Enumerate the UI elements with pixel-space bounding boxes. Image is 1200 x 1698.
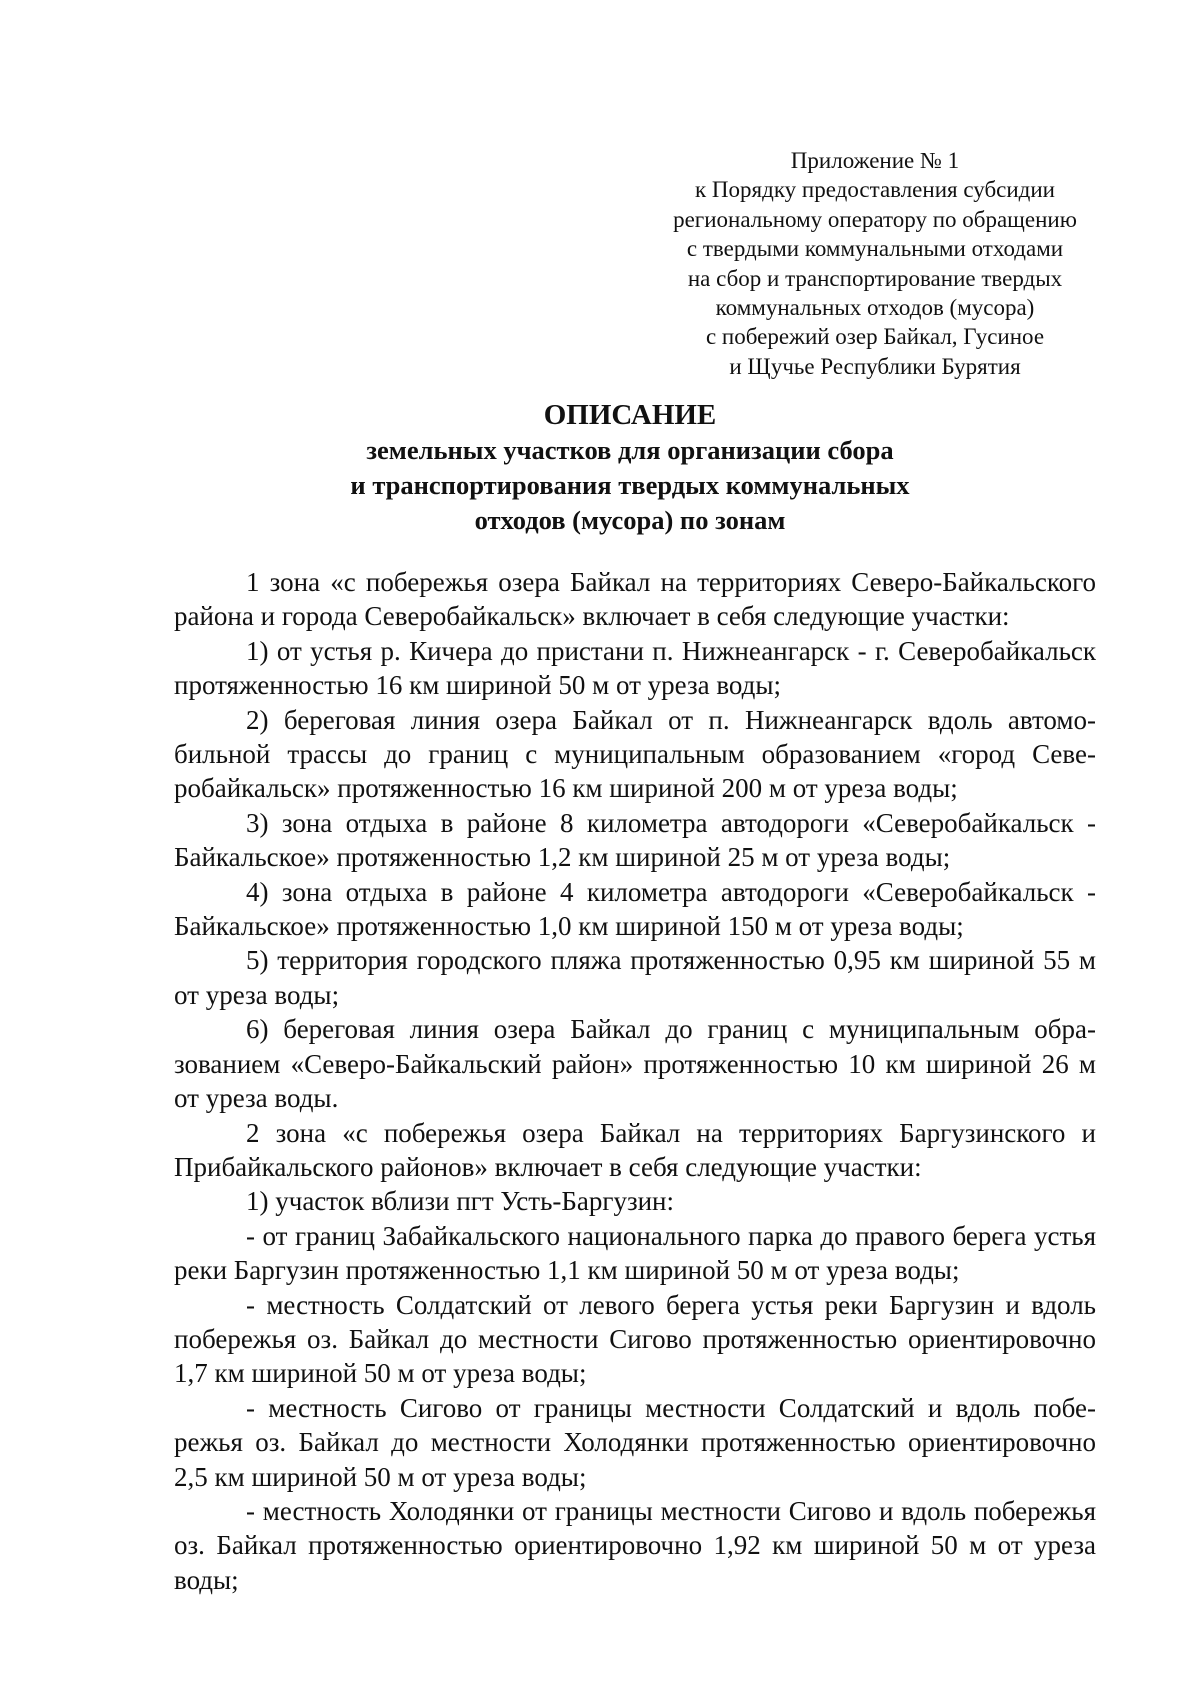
list-item-paragraph: 5) территория городского пляжа протяженностью 0,95 км шириной 55 м от уреза воды; <box>174 945 1096 1010</box>
appendix-line: к Порядку предоставления субсидии <box>695 177 1055 203</box>
list-item-paragraph: 2) береговая линия озера Байкал от п. Нижнеангарск вдоль автомобильной трассы до границ с муниципальным образованием «город Северобайкальск» протяженностью 16 км шириной 200 м от уреза воды; <box>174 704 1096 804</box>
sub-item-paragraph: - местность Холодянки от границы местности Сигово и вдоль побережья оз. Байкал протяженностью ориентировочно 1,92 км шириной 50 м от уреза воды; <box>174 1495 1096 1595</box>
appendix-line: с твердыми коммунальными отходами <box>686 236 1064 262</box>
list-item-paragraph: 6) береговая линия озера Байкал до границ с муниципальным образованием «Северо-Байкальский район» протяженностью 10 км шириной 26 м от уреза воды. <box>174 1014 1096 1114</box>
appendix-header <box>600 146 1150 381</box>
list-item-paragraph: 1) от устья р. Кичера до пристани п. Нижнеангарск - г. Северобайкальск протяженностью 16 км шириной 50 м от уреза воды; <box>174 635 1096 701</box>
appendix-line: коммунальных отходов (мусора) <box>715 295 1035 321</box>
document-body <box>174 565 1096 1597</box>
zone-2-intro-paragraph: 2 зона «с побережья озера Байкал на территориях Баргузинского и Прибайкальского районов» включает в себя следующие участки: <box>174 1117 1096 1182</box>
sub-item-paragraph: - местность Солдатский от левого берега устья реки Баргузин и вдоль побережья оз. Байкал до местности Сигово протяженностью ориентировочно 1,7 км шириной 50 м от уреза воды; <box>174 1289 1096 1389</box>
document-subtitle-line: отходов (мусора) по зонам <box>474 505 786 535</box>
zone-1-intro-paragraph: 1 зона «с побережья озера Байкал на территориях Северо-Байкальского района и города Северобайкальск» включает в себя следующие участки: <box>174 567 1096 632</box>
appendix-line: и Щучье Республики Бурятия <box>729 353 1021 379</box>
appendix-line: Приложение № 1 <box>790 148 960 173</box>
document-heading <box>175 398 1085 538</box>
list-item-paragraph: 3) зона отдыха в районе 8 километра автодороги «Северобайкальск - Байкальское» протяженностью 1,2 км шириной 25 м от уреза воды; <box>174 807 1096 873</box>
appendix-line: региональному оператору по обращению <box>673 206 1077 232</box>
document-subtitle-line: земельных участков для организации сбора <box>366 435 894 465</box>
list-item-paragraph: 4) зона отдыха в районе 4 километра автодороги «Северобайкальск - Байкальское» протяженностью 1,0 км шириной 150 м от уреза воды; <box>174 876 1096 942</box>
sub-item-paragraph: - от границ Забайкальского национального парка до правого берега устья реки Баргузин протяженностью 1,1 км шириной 50 м от уреза воды; <box>174 1220 1096 1286</box>
appendix-line: с побережий озер Байкал, Гусиное <box>705 324 1045 350</box>
document-subtitle-line: и транспортирования твердых коммунальных <box>350 470 910 500</box>
sub-item-paragraph: - местность Сигово от границы местности Солдатский и вдоль побережья оз. Байкал до местности Холодянки протяженностью ориентировочно 2,5 км шириной 50 м от уреза воды; <box>174 1392 1096 1492</box>
list-item-paragraph: 1) участок вблизи пгт Усть-Баргузин: <box>246 1186 675 1217</box>
document-title: ОПИСАНИЕ <box>543 399 717 431</box>
appendix-line: на сбор и транспортирование твердых <box>687 265 1063 291</box>
